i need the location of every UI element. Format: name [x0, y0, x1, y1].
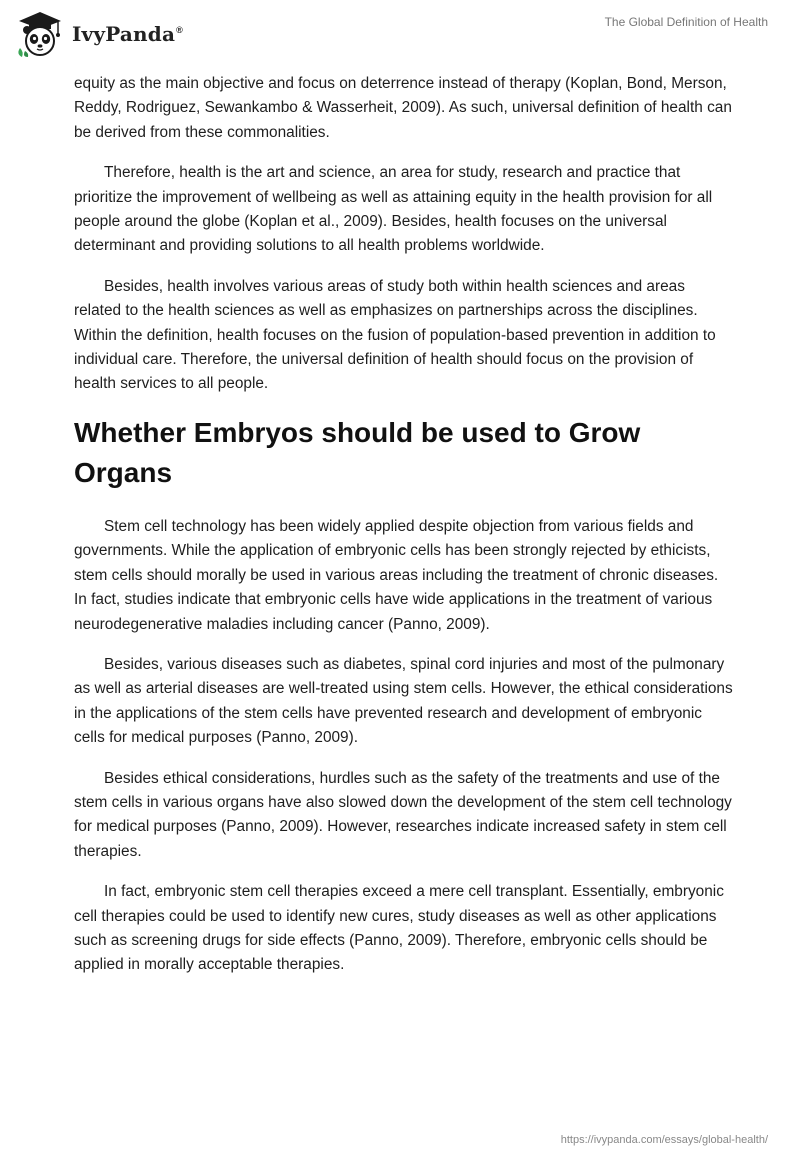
paragraph: In fact, embryonic stem cell therapies exceed a mere cell transplant. Essentially, embryonic cell therapies could be used to identify new cures, study diseases as well as other applications such as screening drugs for side effects (Panno, 2009). Therefore, embryonic cells should be applied in morally acceptable therapies.	[74, 883, 724, 974]
brand-name	[72, 22, 183, 46]
brand-name-text: IvyPanda	[72, 22, 176, 46]
paragraph: Therefore, health is the art and science, an area for study, research and practice that prioritize the improvement of wellbeing as well as attaining equity in the health provision for all people around the globe (Koplan et al., 2009). Besides, health focuses on the universal determinant and providing solutions to all health problems worldwide.	[74, 164, 713, 255]
paragraph: Besides ethical considerations, hurdles such as the safety of the treatments and use of the stem cells in various organs have also slowed down the development of the stem cell technology for medical purposes (Panno, 2009). However, researches indicate increased safety in stem cell therapies.	[74, 769, 732, 860]
ivypanda-logo[interactable]	[14, 10, 183, 58]
essay-body	[74, 72, 734, 994]
paragraph: Besides, health involves various areas of study both within health sciences and areas related to the health sciences as well as emphasizes on partnerships across the disciplines. Within the definition, health focuses on the fusion of population-based prevention in addition to individual care. Therefore, the universal definition of health should focus on the provision of health services to all people.	[74, 277, 716, 393]
paragraph: equity as the main objective and focus on deterrence instead of therapy (Koplan, Bond, Merson, Reddy, Rodriguez, Sewankambo & Wasserheit, 2009). As such, universal definition of health can be derived from these commonalities.	[74, 75, 732, 141]
paragraph: Besides, various diseases such as diabetes, spinal cord injuries and most of the pulmonary as well as arterial diseases are well-treated using stem cells. However, the ethical considerations in the applications of the stem cells have prevented research and development of embryonic cells for medical purposes (Panno, 2009).	[74, 655, 733, 747]
registered-mark: ®	[176, 25, 183, 36]
paragraph: Stem cell technology has been widely applied despite objection from various fields and governments. While the application of embryonic cells has been strongly rejected by ethicists, stem cells should morally be used in various areas including the treatment of chronic diseases. In fact, studies indicate that embryonic cells have wide applications in the treatment of various neurodegenerative maladies including cancer (Panno, 2009).	[74, 517, 719, 633]
document-title: The Global Definition of Health	[604, 15, 768, 29]
section-heading: Whether Embryos should be used to Grow Organs	[74, 416, 641, 488]
source-url[interactable]: https://ivypanda.com/essays/global-health/	[560, 1134, 768, 1146]
page-header	[0, 0, 800, 70]
panda-graduation-cap-icon	[14, 10, 66, 58]
